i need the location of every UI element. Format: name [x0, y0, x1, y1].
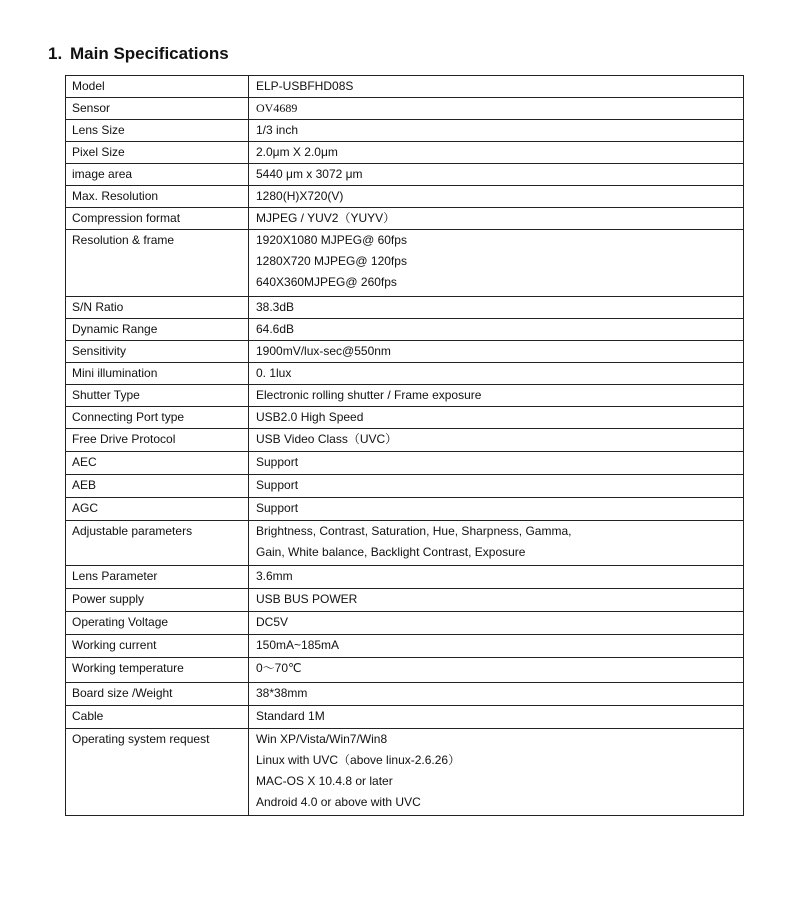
spec-value: 3.6mm	[256, 569, 293, 583]
spec-value: MJPEG / YUV2（YUYV）	[256, 211, 396, 225]
spec-value: 1900mV/lux-sec@550nm	[256, 344, 391, 358]
spec-value: Support	[256, 478, 299, 492]
spec-label: Lens Size	[66, 120, 249, 142]
spec-value-cell	[249, 729, 744, 816]
spec-value: Support	[256, 501, 299, 515]
spec-value: 1280X720 MJPEG@ 120fps	[256, 254, 407, 268]
spec-label: Working current	[66, 635, 249, 658]
spec-label: image area	[66, 164, 249, 186]
spec-value-cell	[249, 498, 744, 521]
spec-value: Win XP/Vista/Win7/Win8	[256, 732, 388, 746]
table-row	[66, 208, 744, 230]
spec-value-cell	[249, 612, 744, 635]
spec-value-cell	[249, 363, 744, 385]
table-row	[66, 142, 744, 164]
spec-label: Connecting Port type	[66, 407, 249, 429]
spec-label: Mini illumination	[66, 363, 249, 385]
spec-label: Operating Voltage	[66, 612, 249, 635]
spec-value: Support	[256, 455, 299, 469]
spec-label: Sensitivity	[66, 341, 249, 363]
spec-value: Linux with UVC（above linux-2.6.26）	[256, 753, 461, 767]
table-row	[66, 635, 744, 658]
table-row	[66, 612, 744, 635]
spec-value-cell	[249, 297, 744, 319]
spec-value: 1920X1080 MJPEG@ 60fps	[256, 233, 407, 247]
spec-value: 1/3 inch	[256, 123, 299, 137]
spec-label: S/N Ratio	[66, 297, 249, 319]
section-heading	[48, 44, 229, 64]
spec-value: MAC-OS X 10.4.8 or later	[256, 774, 393, 788]
spec-value-cell	[249, 208, 744, 230]
spec-label: Operating system request	[66, 729, 249, 816]
table-row	[66, 658, 744, 683]
spec-label: Board size /Weight	[66, 683, 249, 706]
spec-value: 0. 1lux	[256, 366, 292, 380]
table-row	[66, 498, 744, 521]
spec-value-cell	[249, 589, 744, 612]
table-row	[66, 164, 744, 186]
spec-value-cell	[249, 385, 744, 407]
spec-label: Working temperature	[66, 658, 249, 683]
spec-value: ELP-USBFHD08S	[256, 79, 354, 93]
spec-value: 640X360MJPEG@ 260fps	[256, 275, 397, 289]
spec-value-cell	[249, 475, 744, 498]
spec-value: DC5V	[256, 615, 289, 629]
spec-value: 64.6dB	[256, 322, 295, 336]
table-row	[66, 341, 744, 363]
spec-value: Electronic rolling shutter / Frame exposure	[256, 388, 482, 402]
spec-label: Cable	[66, 706, 249, 729]
spec-label: Pixel Size	[66, 142, 249, 164]
spec-value: 38.3dB	[256, 300, 295, 314]
section-number: 1.	[48, 44, 63, 63]
spec-label: Power supply	[66, 589, 249, 612]
table-row	[66, 521, 744, 566]
spec-value: USB BUS POWER	[256, 592, 358, 606]
spec-table-body	[66, 76, 744, 816]
table-row	[66, 452, 744, 475]
spec-value: OV4689	[256, 101, 298, 115]
spec-value-cell	[249, 566, 744, 589]
table-row	[66, 186, 744, 208]
spec-value-cell	[249, 230, 744, 297]
table-row	[66, 566, 744, 589]
spec-value-cell	[249, 142, 744, 164]
spec-value-cell	[249, 452, 744, 475]
spec-value: Android 4.0 or above with UVC	[256, 795, 421, 809]
spec-label: Resolution & frame	[66, 230, 249, 297]
spec-value-cell	[249, 521, 744, 566]
spec-value: USB2.0 High Speed	[256, 410, 364, 424]
table-row	[66, 589, 744, 612]
table-row	[66, 120, 744, 142]
spec-value: Gain, White balance, Backlight Contrast, Exposure	[256, 545, 526, 559]
spec-value-cell	[249, 706, 744, 729]
spec-label: Compression format	[66, 208, 249, 230]
table-row	[66, 230, 744, 297]
spec-value-cell	[249, 164, 744, 186]
spec-value-cell	[249, 341, 744, 363]
table-row	[66, 729, 744, 816]
spec-value-cell	[249, 683, 744, 706]
spec-value-cell	[249, 658, 744, 683]
spec-value: 2.0μm X 2.0μm	[256, 145, 338, 159]
spec-value: 150mA~185mA	[256, 638, 340, 652]
spec-table	[65, 75, 744, 816]
spec-value-cell	[249, 186, 744, 208]
spec-label: AEB	[66, 475, 249, 498]
table-row	[66, 363, 744, 385]
table-row	[66, 76, 744, 98]
spec-value-cell	[249, 76, 744, 98]
table-row	[66, 385, 744, 407]
table-row	[66, 429, 744, 452]
spec-label: Dynamic Range	[66, 319, 249, 341]
spec-value-cell	[249, 635, 744, 658]
spec-value: Brightness, Contrast, Saturation, Hue, Sharpness, Gamma,	[256, 524, 572, 538]
spec-value-cell	[249, 98, 744, 120]
spec-label: Free Drive Protocol	[66, 429, 249, 452]
spec-label: AEC	[66, 452, 249, 475]
spec-value-cell	[249, 319, 744, 341]
spec-value: 38*38mm	[256, 686, 308, 700]
table-row	[66, 706, 744, 729]
spec-label: Max. Resolution	[66, 186, 249, 208]
spec-value: Standard 1M	[256, 709, 325, 723]
spec-label: Shutter Type	[66, 385, 249, 407]
spec-value: 5440 μm x 3072 μm	[256, 167, 363, 181]
section-title: Main Specifications	[70, 44, 229, 63]
spec-label: Sensor	[66, 98, 249, 120]
spec-value: 0～70℃	[256, 661, 302, 675]
table-row	[66, 319, 744, 341]
spec-value-cell	[249, 120, 744, 142]
table-row	[66, 297, 744, 319]
table-row	[66, 407, 744, 429]
spec-value-cell	[249, 407, 744, 429]
spec-label: Model	[66, 76, 249, 98]
spec-label: Lens Parameter	[66, 566, 249, 589]
spec-label: Adjustable parameters	[66, 521, 249, 566]
spec-value-cell	[249, 429, 744, 452]
spec-value: 1280(H)X720(V)	[256, 189, 344, 203]
table-row	[66, 683, 744, 706]
spec-label: AGC	[66, 498, 249, 521]
table-row	[66, 475, 744, 498]
table-row	[66, 98, 744, 120]
spec-value: USB Video Class（UVC）	[256, 432, 398, 446]
